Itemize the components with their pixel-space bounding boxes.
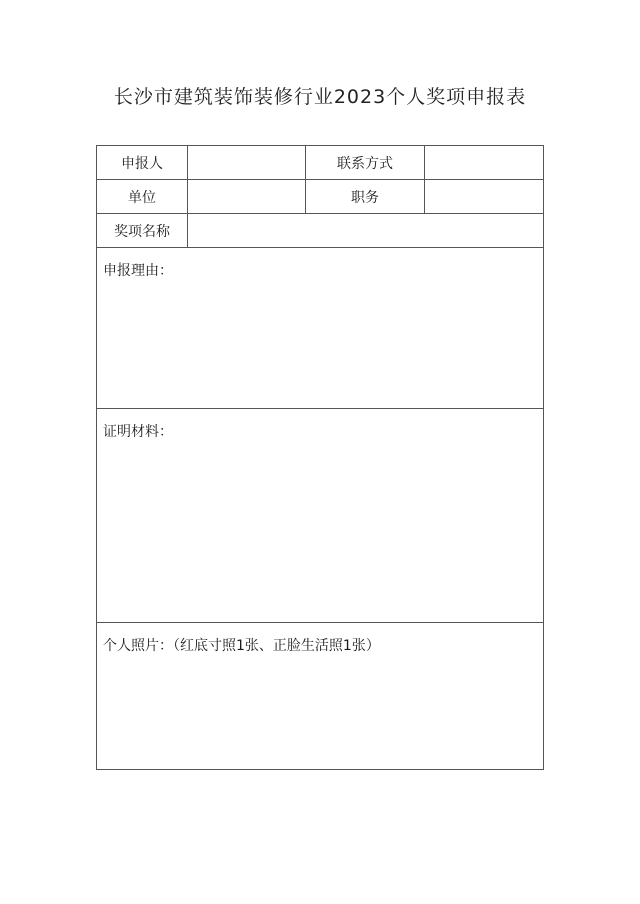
row-reason — [97, 248, 544, 409]
applicant-label: 申报人 — [97, 146, 188, 180]
reason-label: 申报理由： — [103, 263, 173, 279]
photo-label: 个人照片：（红底寸照1张、正脸生活照1张） — [103, 638, 380, 654]
unit-field[interactable] — [188, 180, 306, 214]
award-name-field[interactable] — [188, 214, 544, 248]
unit-label: 单位 — [97, 180, 188, 214]
applicant-field[interactable] — [188, 146, 306, 180]
row-award-name — [97, 214, 544, 248]
row-evidence — [97, 409, 544, 623]
position-field[interactable] — [425, 180, 544, 214]
evidence-field[interactable] — [97, 409, 544, 623]
photo-field[interactable] — [97, 623, 544, 770]
position-label: 职务 — [306, 180, 425, 214]
row-photo — [97, 623, 544, 770]
evidence-label: 证明材料： — [103, 424, 173, 440]
form-title: 长沙市建筑装饰装修行业2023个人奖项申报表 — [113, 86, 527, 108]
contact-label: 联系方式 — [306, 146, 425, 180]
application-form-table — [96, 145, 544, 770]
row-unit — [97, 180, 544, 214]
contact-field[interactable] — [425, 146, 544, 180]
row-applicant — [97, 146, 544, 180]
award-name-label: 奖项名称 — [97, 214, 188, 248]
reason-field[interactable] — [97, 248, 544, 409]
